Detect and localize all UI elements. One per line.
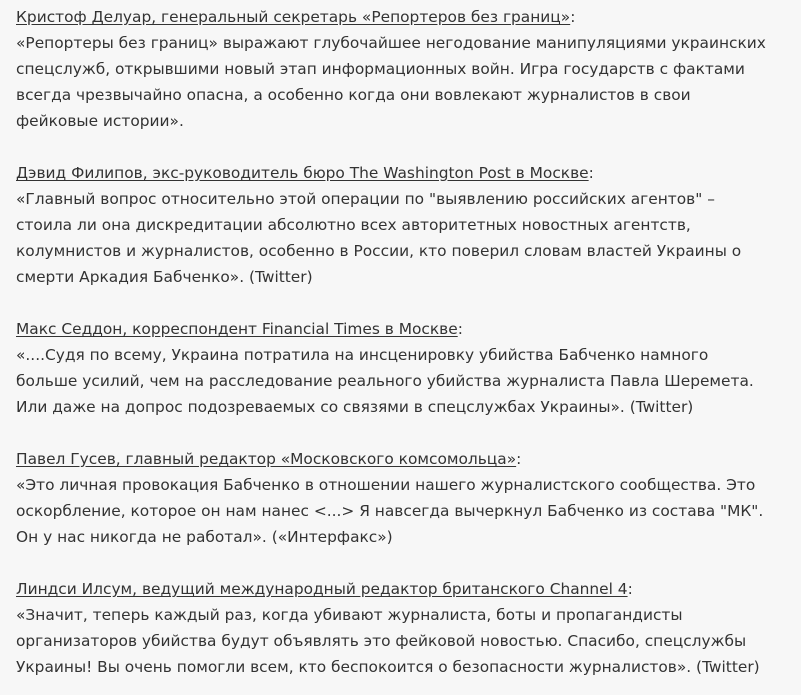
- quote-line: оскорбление, которое он нам нанес <...> Я навсегда вычеркнул Бабченко из состава "МК".: [16, 502, 764, 520]
- quote-block: [16, 160, 801, 290]
- quote-line: стоила ли она дискредитации абсолютно всех авторитетных новостных агентств,: [16, 216, 691, 234]
- speaker-link[interactable]: Кристоф Делуар, генеральный секретарь «Репортеров без границ»: [16, 8, 571, 26]
- quote-text: [16, 30, 801, 134]
- speaker-colon: :: [570, 8, 576, 26]
- speaker-link[interactable]: Макс Седдон, корреспондент Financial Times в Москве: [16, 320, 458, 338]
- speaker-link[interactable]: Линдси Илсум, ведущий международный редактор британского Channel 4: [16, 580, 628, 598]
- quote-line: Он у нас никогда не работал». («Интерфакс»): [16, 528, 393, 546]
- speaker-colon: :: [516, 450, 522, 468]
- speaker-colon: :: [457, 320, 463, 338]
- quote-block: [16, 316, 801, 420]
- quote-line: Или даже на допрос подозреваемых со связями в спецслужбах Украины». (Twitter): [16, 398, 694, 416]
- quote-text: [16, 342, 801, 420]
- quote-text: [16, 602, 801, 680]
- quote-line: организаторов убийства будут объявлять это фейковой новостью. Спасибо, спецслужбы: [16, 632, 747, 650]
- quote-line: «....Судя по всему, Украина потратила на инсценировку убийства Бабченко намного: [16, 346, 709, 364]
- speaker-colon: :: [627, 580, 633, 598]
- speaker-line: [16, 316, 801, 342]
- quote-text: [16, 472, 801, 550]
- quote-line: «Это личная провокация Бабченко в отношении нашего журналистского сообщества. Это: [16, 476, 756, 494]
- quote-line: больше усилий, чем на расследование реального убийства журналиста Павла Шеремета.: [16, 372, 754, 390]
- speaker-line: [16, 446, 801, 472]
- speaker-colon: :: [588, 164, 594, 182]
- quote-block: [16, 446, 801, 550]
- quote-text: [16, 186, 801, 290]
- quote-line: «Значит, теперь каждый раз, когда убивают журналиста, боты и пропагандисты: [16, 606, 683, 624]
- speaker-link[interactable]: Павел Гусев, главный редактор «Московского комсомольца»: [16, 450, 517, 468]
- quote-block: [16, 4, 801, 134]
- speaker-line: [16, 576, 801, 602]
- speaker-link[interactable]: Дэвид Филипов, экс-руководитель бюро The Washington Post в Москве: [16, 164, 589, 182]
- quote-line: фейковые истории».: [16, 112, 184, 130]
- quote-line: колумнистов и журналистов, особенно в России, кто поверил словам властей Украины о: [16, 242, 742, 260]
- quote-line: смерти Аркадия Бабченко». (Twitter): [16, 268, 313, 286]
- quote-line: «Репортеры без границ» выражают глубочайшее негодование манипуляциями украинских: [16, 34, 766, 52]
- quote-line: «Главный вопрос относительно этой операции по "выявлению российских агентов" –: [16, 190, 715, 208]
- quote-line: спецслужб, открывшими новый этап информационных войн. Игра государств с фактами: [16, 60, 745, 78]
- quote-line: всегда чрезвычайно опасна, а особенно когда они вовлекают журналистов в свои: [16, 86, 691, 104]
- speaker-line: [16, 4, 801, 30]
- speaker-line: [16, 160, 801, 186]
- quote-block: [16, 576, 801, 680]
- quote-line: Украины! Вы очень помогли всем, кто беспокоится о безопасности журналистов». (Twitter): [16, 658, 760, 676]
